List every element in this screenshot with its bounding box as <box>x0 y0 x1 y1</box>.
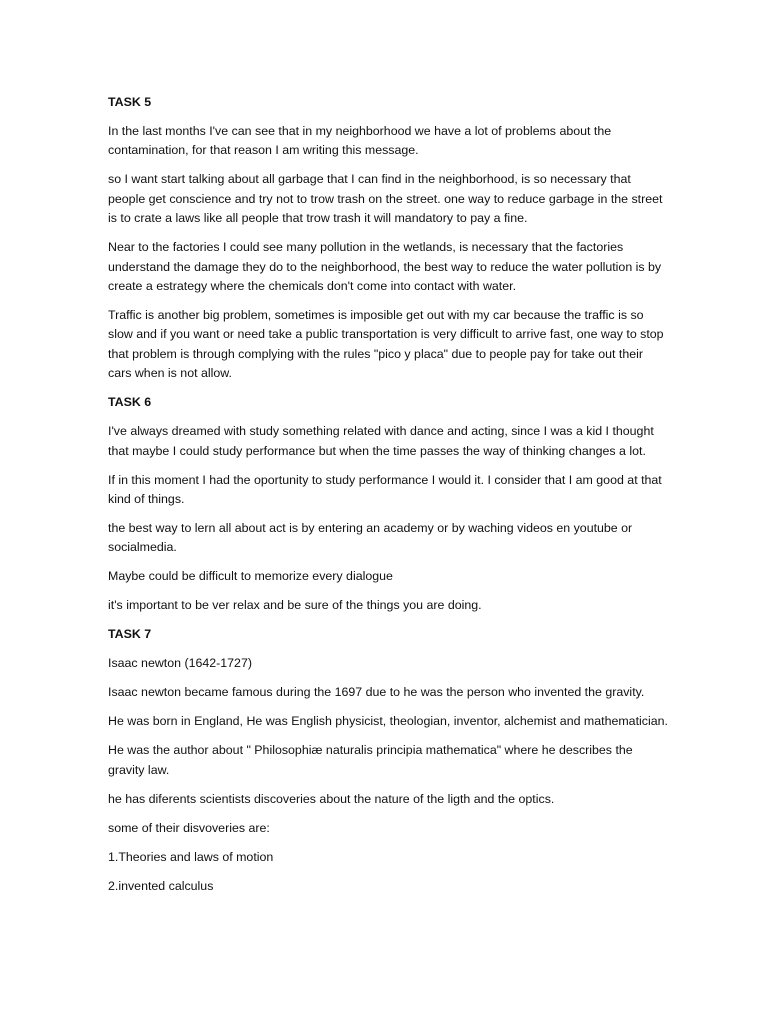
paragraph: Maybe could be difficult to memorize every dialogue <box>108 569 393 584</box>
task-7-heading: TASK 7 <box>108 627 152 642</box>
paragraph: In the last months I've can see that in my neighborhood we have a lot of problems about the contamination, for that reason I am writing this message. <box>108 124 612 158</box>
paragraph: Near to the factories I could see many pollution in the wetlands, is necessary that the factories understand the damage they do to the neighborhood, the best way to reduce the water pollution is by create a estrategy where the chemicals don't come into contact with water. <box>108 240 662 294</box>
task-6-heading: TASK 6 <box>108 395 152 410</box>
task-5-heading: TASK 5 <box>108 95 152 109</box>
paragraph: He was born in England, He was English physicist, theologian, inventor, alchemist and mathematician. <box>108 714 668 729</box>
paragraph: it's important to be ver relax and be sure of the things you are doing. <box>108 598 482 613</box>
paragraph: I've always dreamed with study something related with dance and acting, since I was a kid I thought that maybe I could study performance but when the time passes the way of thinking changes a lot. <box>108 424 654 458</box>
paragraph: Traffic is another big problem, sometimes is imposible get out with my car because the traffic is so slow and if you want or need take a public transportation is very difficult to arrive fast, one way to stop that problem is through complying with the rules "pico y placa" due to people pay for take out their cars when is not allow. <box>108 308 664 381</box>
paragraph: Isaac newton became famous during the 1697 due to he was the person who invented the gravity. <box>108 685 645 700</box>
paragraph: If in this moment I had the oportunity to study performance I would it. I consider that I am good at that kind of things. <box>108 472 662 507</box>
paragraph: the best way to lern all about act is by entering an academy or by waching videos en youtube or socialmedia. <box>108 521 633 555</box>
list-item: 1.Theories and laws of motion <box>108 849 274 864</box>
paragraph: some of their disvoveries are: <box>108 820 270 835</box>
paragraph: He was the author about " Philosophiæ naturalis principia mathematica" where he describes the gravity law. <box>108 743 633 777</box>
paragraph: Isaac newton (1642-1727) <box>108 656 252 671</box>
paragraph: so I want start talking about all garbage that I can find in the neighborhood, is so necessary that people get conscience and try not to trow trash on the street. one way to reduce garbage in the street is to crate a laws like all people that trow trash it will mandatory to pay a fine. <box>108 172 663 226</box>
document-body <box>108 93 668 906</box>
list-item: 2.invented calculus <box>108 878 214 893</box>
paragraph: he has diferents scientists discoveries about the nature of the ligth and the optics. <box>108 791 555 806</box>
